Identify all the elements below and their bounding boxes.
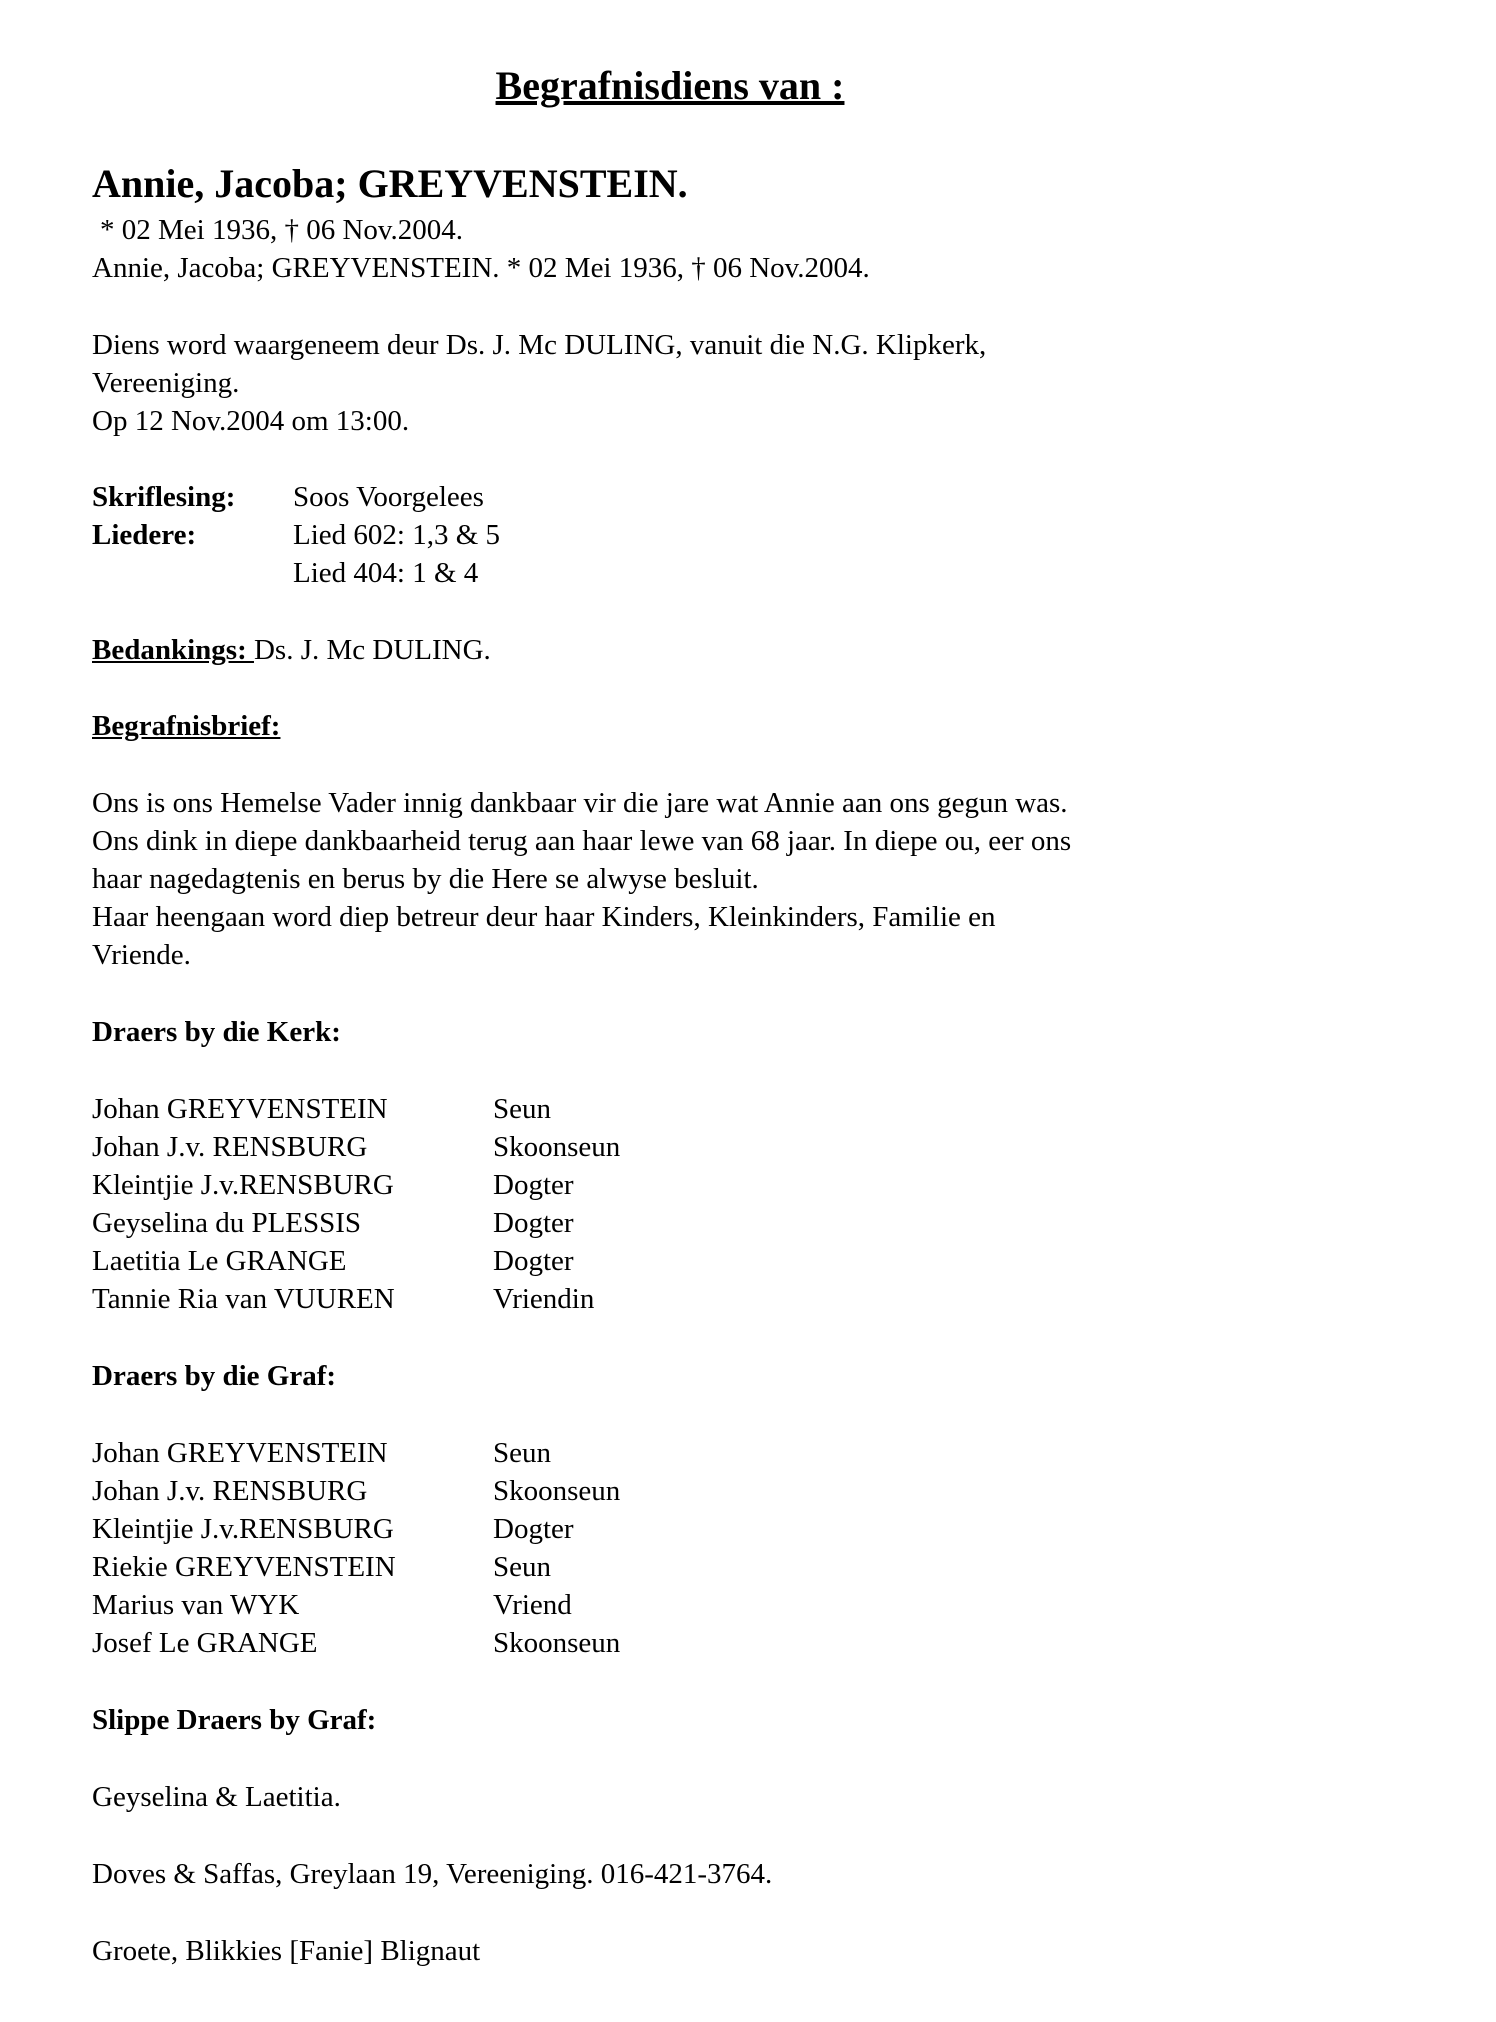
bearer-role: Skoonseun <box>493 1131 621 1163</box>
bearer-name: Josef Le GRANGE <box>92 1627 318 1659</box>
song-item: Lied 602: 1,3 & 5 <box>293 519 501 551</box>
bearer-role: Dogter <box>493 1513 574 1545</box>
service-line-1: Diens word waargeneem deur Ds. J. Mc DULING, vanuit die N.G. Klipkerk, <box>92 329 987 361</box>
bearer-role: Skoonseun <box>493 1627 621 1659</box>
bearer-role: Skoonseun <box>493 1475 621 1507</box>
closing-line: Groete, Blikkies [Fanie] Blignaut <box>92 1935 481 1967</box>
bearer-role: Dogter <box>493 1245 574 1277</box>
service-line-3: Op 12 Nov.2004 om 13:00. <box>92 405 410 437</box>
bearer-name: Geyselina du PLESSIS <box>92 1207 362 1239</box>
song-item: Lied 404: 1 & 4 <box>293 557 479 589</box>
bearer-role: Dogter <box>493 1169 574 1201</box>
bearer-role: Seun <box>493 1551 551 1583</box>
slip-bearers-value: Geyselina & Laetitia. <box>92 1781 341 1813</box>
bearer-name: Marius van WYK <box>92 1589 300 1621</box>
bearer-name: Kleintjie J.v.RENSBURG <box>92 1513 394 1545</box>
letter-line: Haar heengaan word diep betreur deur haar Kinders, Kleinkinders, Familie en <box>92 901 996 933</box>
church-bearers-heading: Draers by die Kerk: <box>92 1016 341 1048</box>
bearer-name: Johan J.v. RENSBURG <box>92 1131 368 1163</box>
bearer-name: Johan J.v. RENSBURG <box>92 1475 368 1507</box>
thanks-line <box>92 631 491 669</box>
deceased-dates: * 02 Mei 1936, † 06 Nov.2004. <box>100 214 464 246</box>
deceased-name-and-dates: Annie, Jacoba; GREYVENSTEIN. * 02 Mei 1936, † 06 Nov.2004. <box>92 252 870 284</box>
letter-line: Vriende. <box>92 939 191 971</box>
letter-heading: Begrafnisbrief: <box>92 710 281 742</box>
bearer-role: Dogter <box>493 1207 574 1239</box>
bearer-name: Riekie GREYVENSTEIN <box>92 1551 396 1583</box>
bearer-role: Vriendin <box>493 1283 595 1315</box>
slip-bearers-heading: Slippe Draers by Graf: <box>92 1704 377 1736</box>
reading-label: Skriflesing: <box>92 481 236 513</box>
reading-value: Soos Voorgelees <box>293 481 484 513</box>
letter-line: Ons dink in diepe dankbaarheid terug aan haar lewe van 68 jaar. In diepe ou, eer ons <box>92 825 1072 857</box>
bearer-name: Tannie Ria van VUUREN <box>92 1283 395 1315</box>
letter-line: Ons is ons Hemelse Vader innig dankbaar vir die jare wat Annie aan ons gegun was. <box>92 787 1068 819</box>
undertaker-line: Doves & Saffas, Greylaan 19, Vereeniging. 016-421-3764. <box>92 1858 773 1890</box>
bearer-name: Kleintjie J.v.RENSBURG <box>92 1169 394 1201</box>
thanks-value: Ds. J. Mc DULING. <box>253 634 491 666</box>
grave-bearers-heading: Draers by die Graf: <box>92 1360 337 1392</box>
letter-line: haar nagedagtenis en berus by die Here se alwyse besluit. <box>92 863 759 895</box>
bearer-name: Johan GREYVENSTEIN <box>92 1437 388 1469</box>
bearer-name: Johan GREYVENSTEIN <box>92 1093 388 1125</box>
bearer-role: Seun <box>493 1437 551 1469</box>
bearer-role: Seun <box>493 1093 551 1125</box>
songs-label: Liedere: <box>92 519 197 551</box>
bearer-name: Laetitia Le GRANGE <box>92 1245 347 1277</box>
service-line-2: Vereeniging. <box>92 367 240 399</box>
deceased-name: Annie, Jacoba; GREYVENSTEIN. <box>92 161 688 206</box>
bearer-role: Vriend <box>493 1589 572 1621</box>
thanks-label: Bedankings: <box>92 634 254 666</box>
document-title: Begrafnisdiens van : <box>495 63 845 108</box>
